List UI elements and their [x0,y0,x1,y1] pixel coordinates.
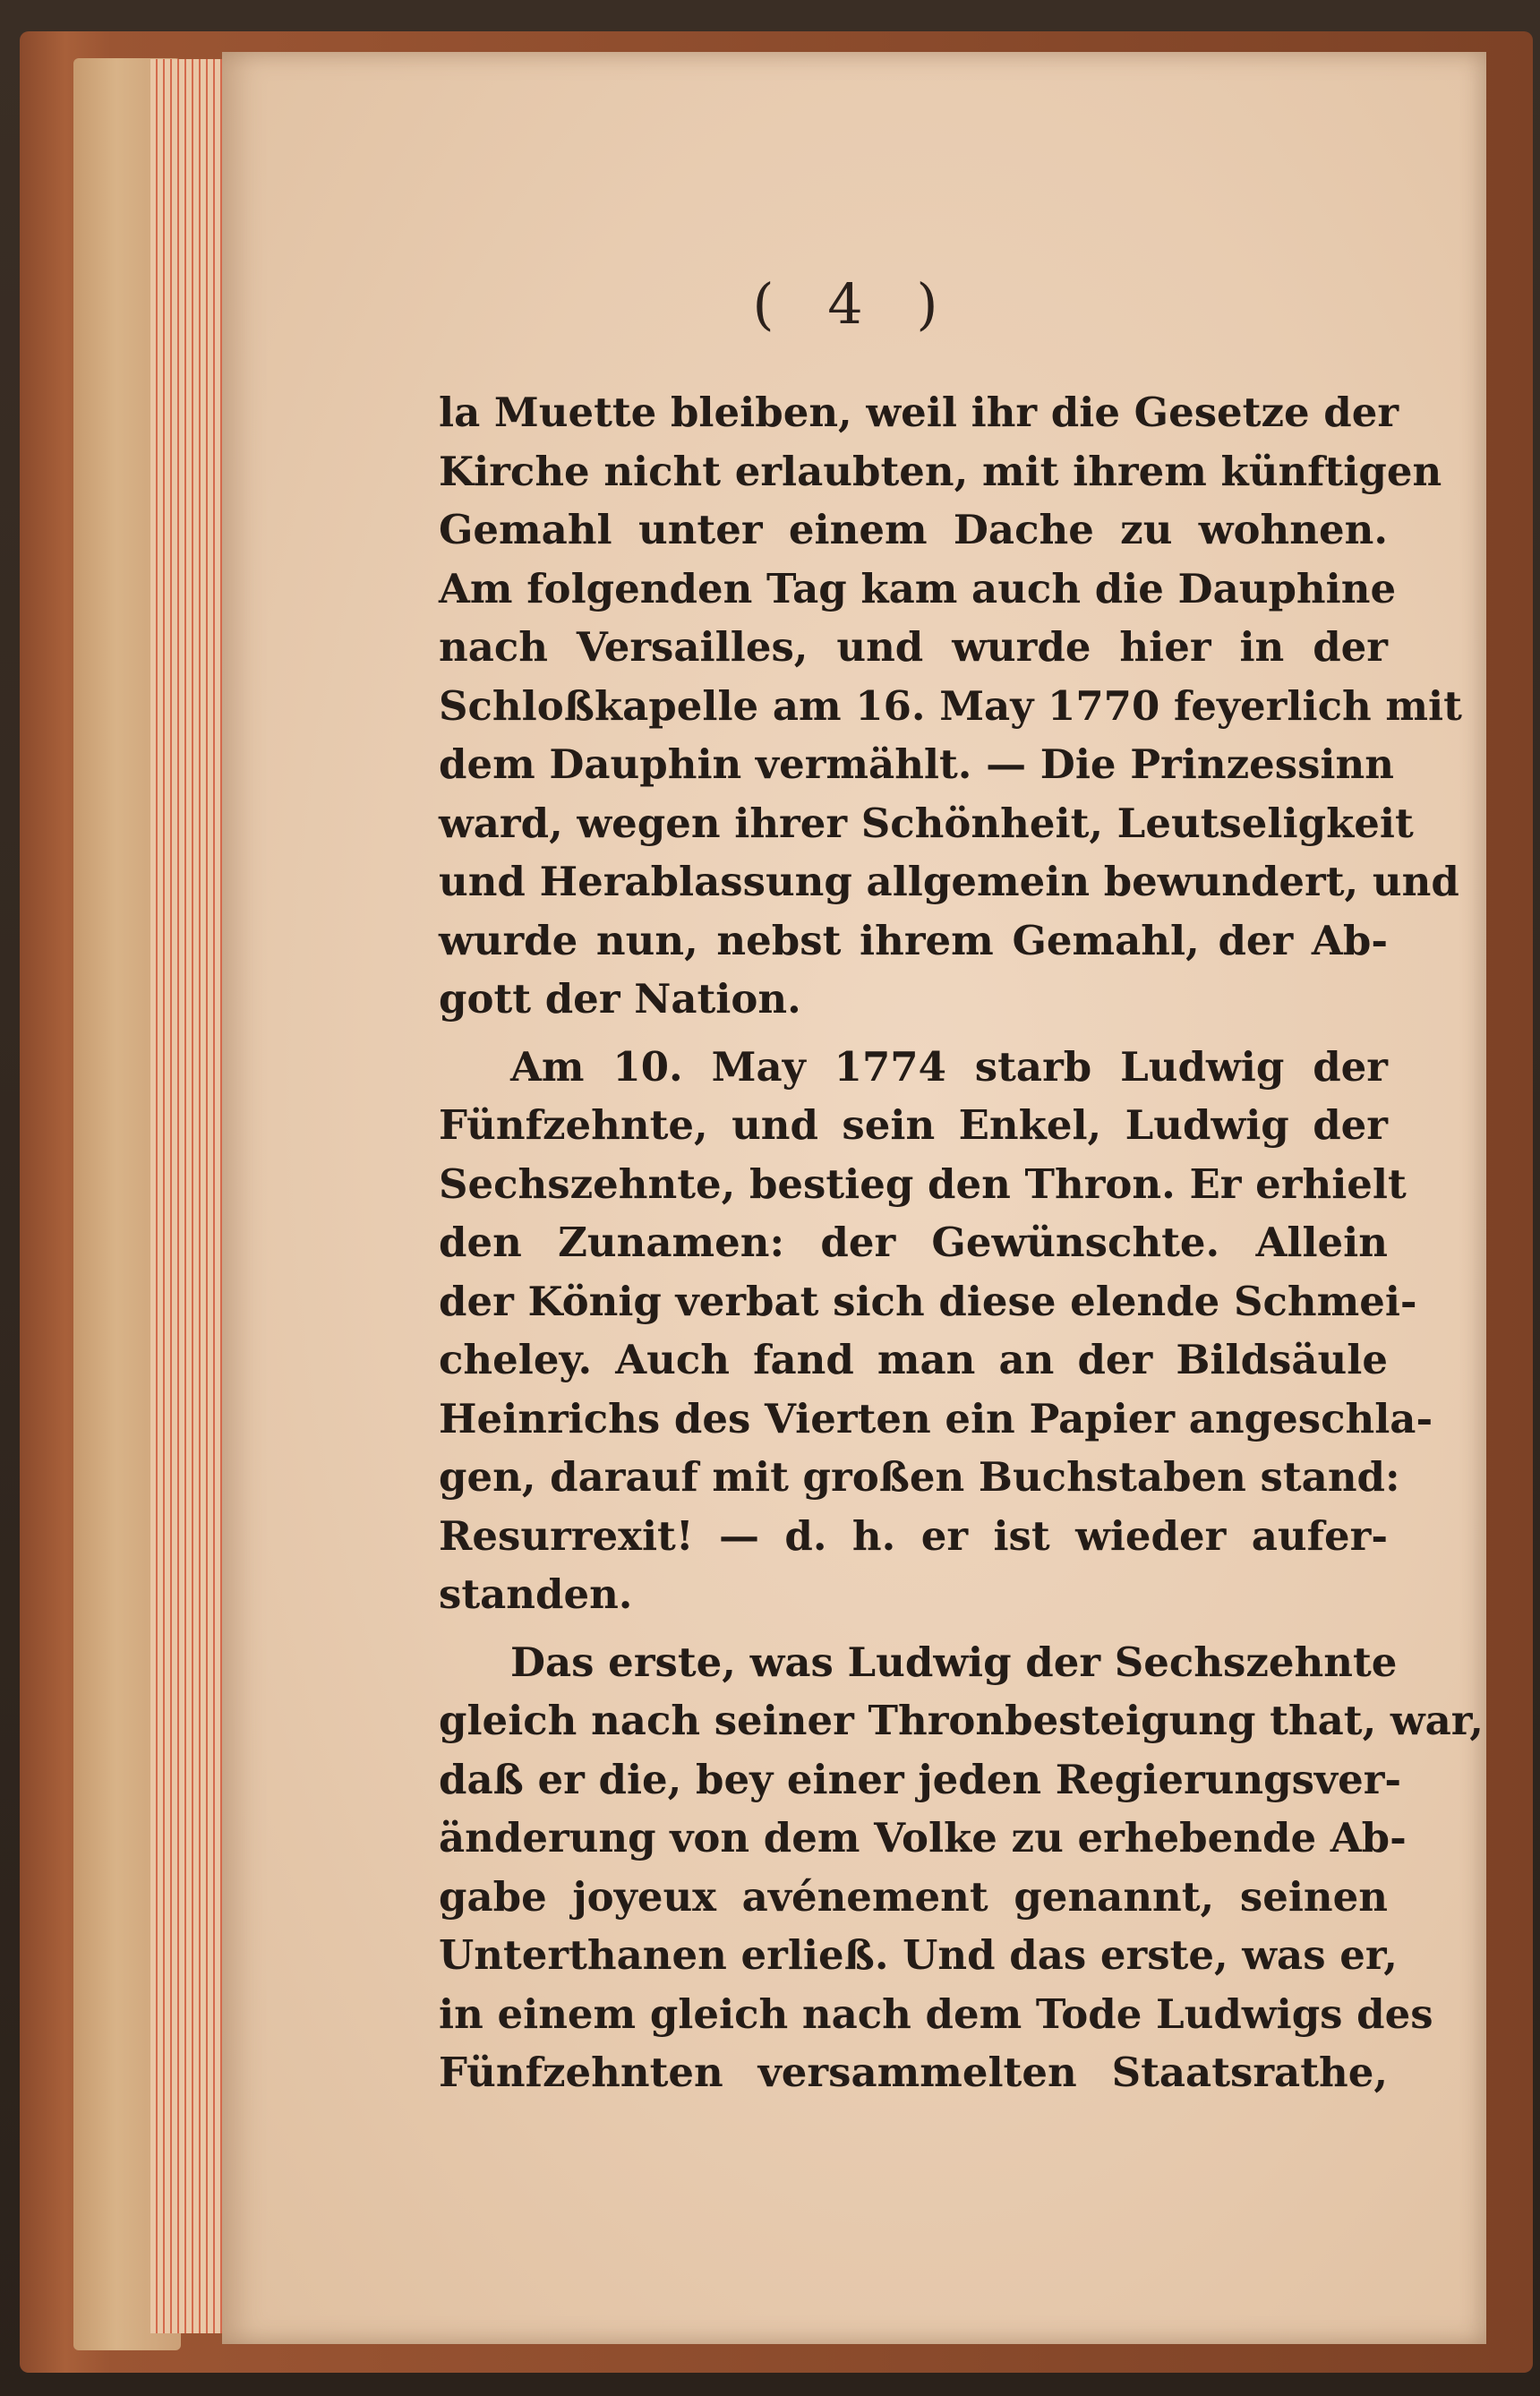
text-line: Kirche nicht erlaubten, mit ihrem künftigen [439,447,1442,495]
text-line: ward, wegen ihrer Schönheit, Leutseligkeit [439,799,1414,847]
text-line: Unterthanen erließ. Und das erste, was er, [439,1931,1398,1979]
text-line: in einem gleich nach dem Tode Ludwigs des [439,1990,1433,2038]
text-line: Schloßkapelle am 16. May 1770 feyerlich mit [439,681,1462,730]
text-line: Am folgenden Tag kam auch die Dauphine [439,564,1397,612]
text-line: daß er die, bey einer jeden Regierungsver- [439,1755,1402,1803]
paragraph [439,1633,1484,2102]
text-line: änderung von dem Volke zu erhebende Ab- [439,1814,1407,1861]
text-line: cheley. Auch fand man an der Bildsäule [439,1336,1388,1383]
text-line: und Herablassung allgemein bewundert, und [439,858,1459,905]
text-line: gott der Nation. [439,975,801,1023]
text-line: wurde nun, nebst ihrem Gemahl, der Ab- [439,916,1388,964]
text-line: dem Dauphin vermählt. — Die Prinzessinn [439,740,1394,788]
page-text [439,383,1484,2102]
text-line: gen, darauf mit großen Buchstaben stand: [439,1453,1400,1501]
text-line: Am 10. May 1774 starb Ludwig der [510,1042,1388,1091]
text-line: Gemahl unter einem Dache zu wohnen. [439,506,1388,553]
text-line: Sechszehnte, bestieg den Thron. Er erhielt [439,1159,1407,1208]
text-line: den Zunamen: der Gewünschte. Allein [439,1219,1388,1266]
text-line: Das erste, was Ludwig der Sechszehnte [510,1638,1398,1686]
text-line: der König verbat sich diese elende Schmei- [439,1277,1417,1325]
paragraph [439,383,1462,1029]
text-line: la Muette bleiben, weil ihr die Gesetze der [439,389,1399,436]
text-line: gabe joyeux avénement genannt, seinen [439,1872,1388,1921]
page-edges [150,59,231,2333]
paragraph [439,1038,1433,1624]
text-line: Fünfzehnten versammelten Staatsrathe, [439,2049,1388,2096]
text-line: Resurrexit! — d. h. er ist wieder aufer- [439,1511,1388,1560]
page-number: ( 4 ) [752,271,956,337]
book-page [222,52,1486,2344]
text-line: Fünfzehnte, und sein Enkel, Ludwig der [439,1101,1388,1149]
text-line: standen. [439,1570,633,1618]
text-line: nach Versailles, und wurde hier in der [439,623,1388,671]
text-line: Heinrichs des Vierten ein Papier angeschla- [439,1394,1433,1442]
text-line: gleich nach seiner Thronbesteigung that, war, [439,1697,1484,1744]
